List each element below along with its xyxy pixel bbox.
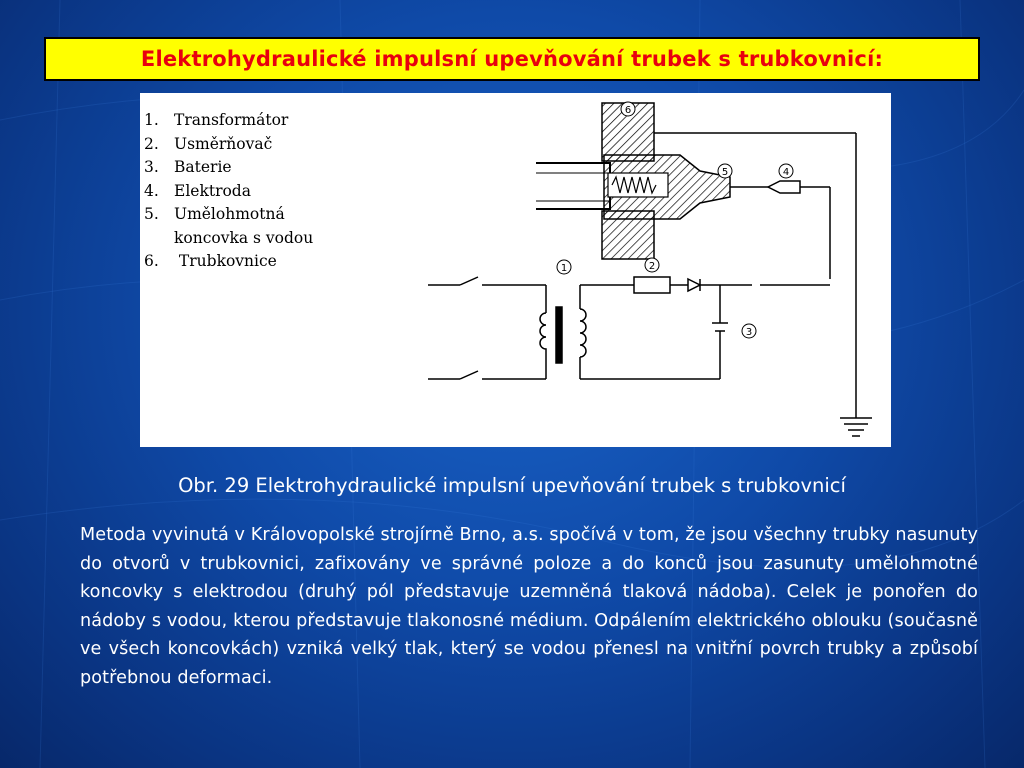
tube bbox=[536, 163, 610, 209]
switches bbox=[428, 277, 546, 379]
electrode bbox=[768, 181, 800, 193]
figure-image bbox=[140, 93, 891, 447]
rectifier-resistor bbox=[634, 277, 670, 293]
legend-item: 2. Usměrňovač bbox=[144, 134, 273, 153]
marker-1: 1 bbox=[560, 263, 568, 274]
legend-item: 1. Transformátor bbox=[144, 111, 289, 129]
slide-title: Elektrohydraulické impulsní upevňování trubek s trubkovnicí: bbox=[140, 47, 884, 71]
diode-icon bbox=[688, 279, 700, 291]
marker-3: 3 bbox=[745, 327, 753, 338]
marker-5: 5 bbox=[721, 167, 729, 178]
legend-item: 5. Umělohmotná bbox=[144, 205, 285, 223]
marker-4: 4 bbox=[782, 167, 790, 178]
legend-item: 6. Trubkovnice bbox=[144, 252, 277, 270]
legend-item: 3. Baterie bbox=[144, 158, 232, 176]
circuit-diagram bbox=[140, 93, 891, 447]
transformer bbox=[540, 285, 586, 379]
ground-icon bbox=[840, 418, 872, 436]
marker-6: 6 bbox=[624, 105, 632, 116]
slide-title-box bbox=[44, 37, 980, 81]
legend-item: 4. Elektroda bbox=[144, 181, 251, 200]
legend-item: koncovka s vodou bbox=[174, 228, 314, 247]
body-paragraph: Metoda vyvinutá v Královopolské strojírně Brno, a.s. spočívá v tom, že jsou všechny trubky nasunuty do otvorů v trubkovnici, zafixovány ve správné poloze a do konců jsou zasunuty umělohmotné koncovky s elektrodou (druhý pól představuje uzemněná tlaková nádoba). Celek je ponořen do nádoby s vodou, kterou představuje tlakonosné médium. Odpálením elektrického oblouku (současně ve všech koncovkách) vzniká velký tlak, který se vodou přenesl na vnitřní povrch trubky a způsobí potřebnou deformaci. bbox=[80, 525, 978, 688]
marker-2: 2 bbox=[648, 261, 656, 272]
figure-caption: Obr. 29 Elektrohydraulické impulsní upevňování trubek s trubkovnicí bbox=[178, 474, 846, 497]
